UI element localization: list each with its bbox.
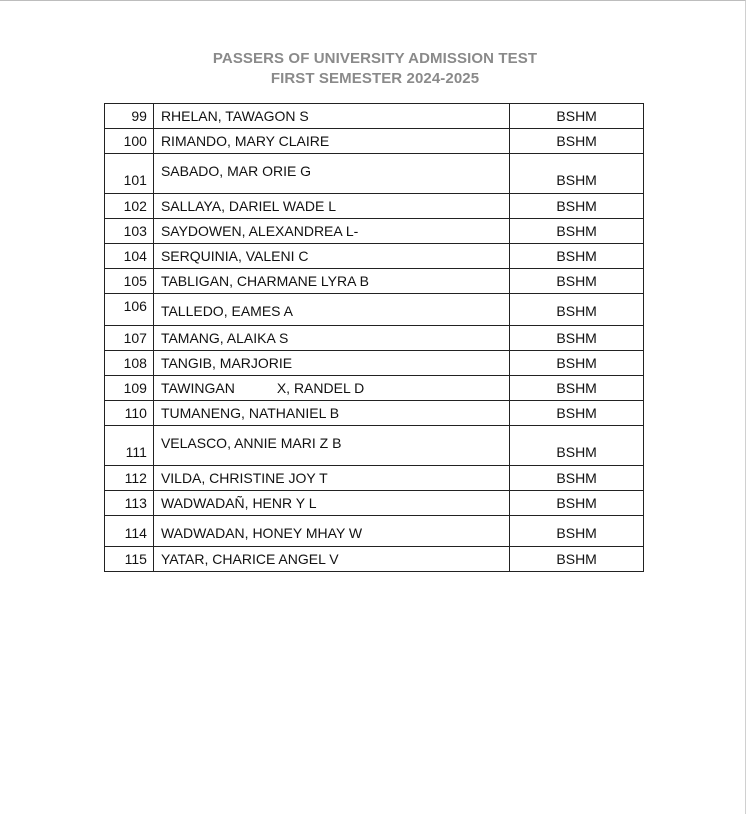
- program-code: BSHM: [510, 376, 644, 401]
- passer-name: TALLEDO, EAMES A: [153, 294, 509, 326]
- passer-name-part-1: TAWINGAN: [160, 380, 235, 396]
- table-row: [105, 516, 644, 547]
- program-code: BSHM: [510, 244, 644, 269]
- title-line-1: PASSERS OF UNIVERSITY ADMISSION TEST: [212, 50, 538, 67]
- row-number: 107: [105, 326, 154, 351]
- passer-name: SERQUINIA, VALENI C: [153, 244, 509, 269]
- program-code: BSHM: [510, 401, 644, 426]
- program-code: BSHM: [510, 466, 644, 491]
- table-row: [105, 269, 644, 294]
- program-code: BSHM: [510, 129, 644, 154]
- passer-name: RHELAN, TAWAGON S: [153, 104, 509, 129]
- document-title: [0, 49, 745, 89]
- table-row: [105, 104, 644, 129]
- passer-name: VILDA, CHRISTINE JOY T: [153, 466, 509, 491]
- passer-name: SALLAYA, DARIEL WADE L: [153, 194, 509, 219]
- passer-name: VELASCO, ANNIE MARI Z B: [153, 426, 509, 466]
- table-row: [105, 351, 644, 376]
- program-code: BSHM: [510, 104, 644, 129]
- program-code: BSHM: [510, 516, 644, 547]
- passer-name: SAYDOWEN, ALEXANDREA L-: [153, 219, 509, 244]
- passer-name-part-2: X, RANDEL D: [276, 380, 365, 396]
- passer-name: [153, 376, 509, 401]
- row-number: 110: [105, 401, 154, 426]
- passer-name: WADWADAN, HONEY MHAY W: [153, 516, 509, 547]
- passer-name: WADWADAÑ, HENR Y L: [153, 491, 509, 516]
- passer-name: TAMANG, ALAIKA S: [153, 326, 509, 351]
- program-code: BSHM: [510, 154, 644, 194]
- row-number: 106: [105, 294, 154, 326]
- program-code: BSHM: [510, 326, 644, 351]
- program-code: BSHM: [510, 294, 644, 326]
- table-row: [105, 326, 644, 351]
- row-number: 111: [105, 426, 154, 466]
- table-row: [105, 244, 644, 269]
- table-row: [105, 154, 644, 194]
- row-number: 115: [105, 547, 154, 572]
- row-number: 101: [105, 154, 154, 194]
- program-code: BSHM: [510, 491, 644, 516]
- table-row: [105, 129, 644, 154]
- table-row: [105, 194, 644, 219]
- row-number: 102: [105, 194, 154, 219]
- row-number: 103: [105, 219, 154, 244]
- row-number: 113: [105, 491, 154, 516]
- program-code: BSHM: [510, 269, 644, 294]
- program-code: BSHM: [510, 426, 644, 466]
- passer-name: TUMANENG, NATHANIEL B: [153, 401, 509, 426]
- program-code: BSHM: [510, 547, 644, 572]
- row-number: 99: [105, 104, 154, 129]
- passers-table: [104, 103, 644, 572]
- row-number: 109: [105, 376, 154, 401]
- row-number: 112: [105, 466, 154, 491]
- passer-name: RIMANDO, MARY CLAIRE: [153, 129, 509, 154]
- program-code: BSHM: [510, 194, 644, 219]
- passer-name: YATAR, CHARICE ANGEL V: [153, 547, 509, 572]
- table-row: [105, 547, 644, 572]
- program-code: BSHM: [510, 219, 644, 244]
- table-row: [105, 219, 644, 244]
- program-code: BSHM: [510, 351, 644, 376]
- table-row: [105, 466, 644, 491]
- table-row: [105, 294, 644, 326]
- passer-name: TABLIGAN, CHARMANE LYRA B: [153, 269, 509, 294]
- table-row: [105, 376, 644, 401]
- table-row: [105, 401, 644, 426]
- passer-name: SABADO, MAR ORIE G: [153, 154, 509, 194]
- row-number: 100: [105, 129, 154, 154]
- row-number: 104: [105, 244, 154, 269]
- table-row: [105, 426, 644, 466]
- table-row: [105, 491, 644, 516]
- row-number: 114: [105, 516, 154, 547]
- row-number: 108: [105, 351, 154, 376]
- title-line-2: FIRST SEMESTER 2024-2025: [270, 70, 480, 87]
- passer-name: TANGIB, MARJORIE: [153, 351, 509, 376]
- row-number: 105: [105, 269, 154, 294]
